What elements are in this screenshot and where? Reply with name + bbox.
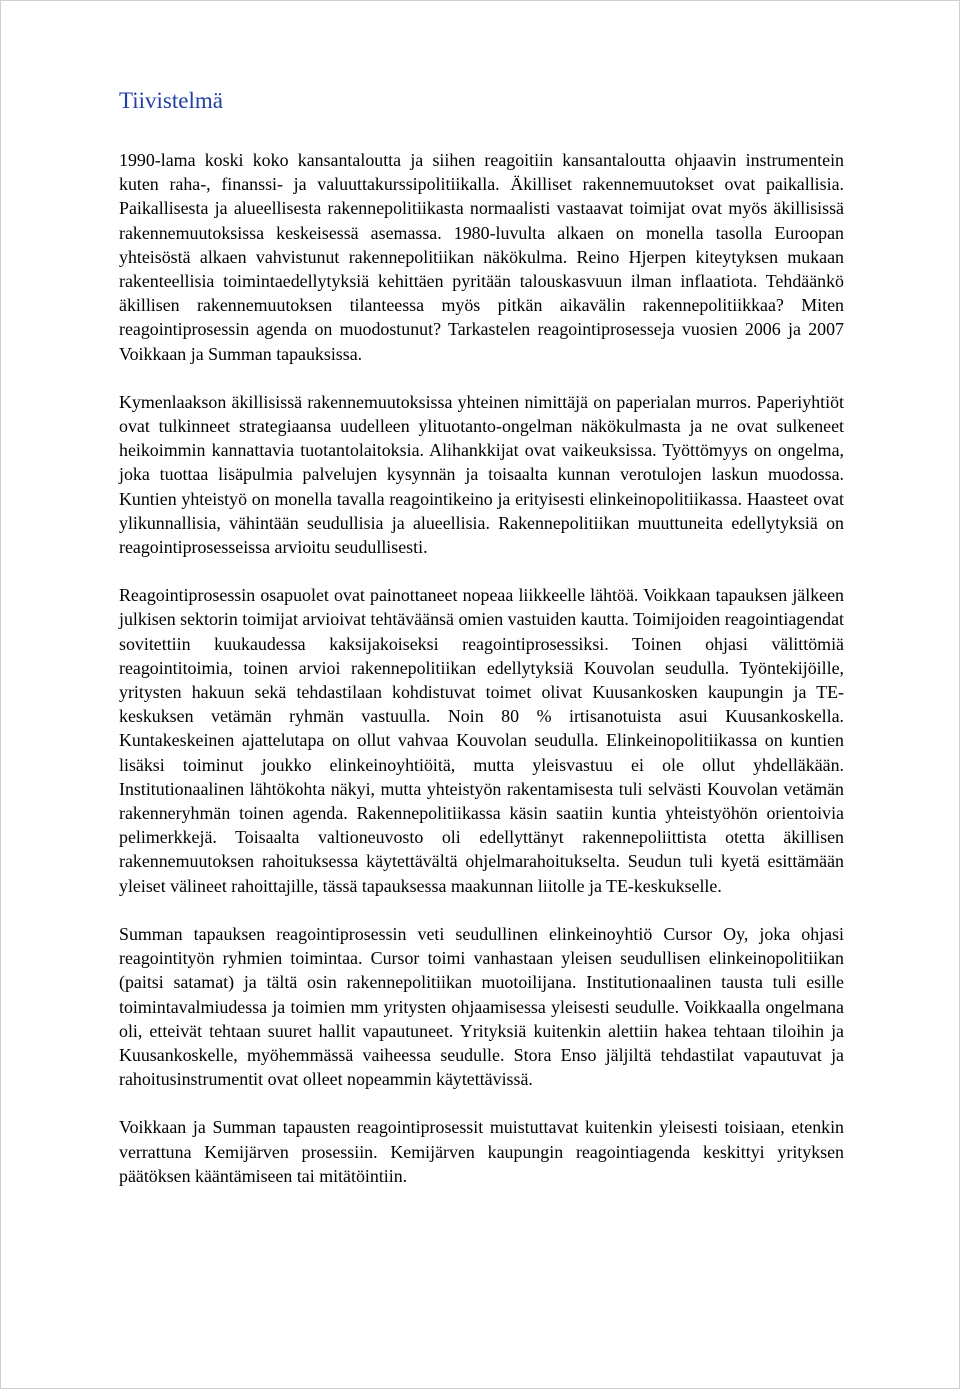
page-title: Tiivistelmä bbox=[119, 88, 223, 113]
paragraph-5: Voikkaan ja Summan tapausten reagointiprosessit muistuttavat kuitenkin yleisesti toisiaan, etenkin verrattuna Kemijärven prosessiin. Kemijärven kaupungin reagointiagenda keskittyi yrityksen päätöksen kääntämiseen tai mitätöintiin. bbox=[119, 1117, 844, 1186]
paragraph-1: 1990-lama koski koko kansantaloutta ja siihen reagoitiin kansantaloutta ohjaavin instrumentein kuten raha-, finanssi- ja valuuttakurssipolitiikalla. Äkilliset rakennemuutokset ovat paikallisia. Paikallisesta ja alueellisesta rakennepolitiikasta normaalisti vastaavat toimijat ovat myös äkillisissä rakennemuutoksissa keskeisessä asemassa. 1980-luvulta alkaen on monella tasolla Euroopan yhteisöstä alkaen vahvistunut rakennepolitiikan näkökulma. Reino Hjerpen kiteytyksen mukaan rakenteellisia toimintaedellytyksiä kehittäen pyritään talouskasvuun ilman inflaatiota. Tehdäänkö äkillisen rakennemuutoksen tilanteessa myös pitkän aikavälin rakennepolitiikkaa? Miten reagointiprosessin agenda on muodostunut? Tarkastelen reagointiprosesseja vuosien 2006 ja 2007 Voikkaan ja Summan tapauksissa. bbox=[119, 150, 844, 364]
paragraph-2: Kymenlaakson äkillisissä rakennemuutoksissa yhteinen nimittäjä on paperialan murros. Paperiyhtiöt ovat tulkinneet strategiaansa uudelleen ylituotanto-ongelman näkökulmasta ja ne ovat sulkeneet heikoimmin kannattavia tuotantolaitoksia. Alihankkijat ovat vaikeuksissa. Työttömyys on ongelma, joka tuottaa lisäpulmia palvelujen kysynnän ja toisaalta kunnan verotulojen laskun muodossa. Kuntien yhteistyö on monella tavalla reagointikeino ja erityisesti elinkeinopolitiikassa. Haasteet ovat ylikunnallisia, vähintään seudullisia ja alueellisia. Rakennepolitiikan muuttuneita edellytyksiä on reagointiprosesseissa arvioitu seudullisesti. bbox=[119, 391, 844, 558]
paragraph-4: Summan tapauksen reagointiprosessin veti seudullinen elinkeinoyhtiö Cursor Oy, joka ohjasi reagointityön ryhmien toimintaa. Cursor toimi vanhastaan yleisen seudullisen elinkeinopolitiikan (paitsi satamat) ja tältä osin rakennepolitiikan muotoilijana. Institutionaalinen tausta tuli esille toimintavalmiudessa ja toimien mm yritysten ohjaamisessa yleisesti seudulle. Voikkaalla ongelmana oli, etteivät tehtaan suuret hallit vapautuneet. Yrityksiä kuitenkin alettiin hakea tehtaan tiloihin ja Kuusankoskelle, myöhemmässä vaiheessa seudulle. Stora Enso jäljiltä tehdastilat vapautuvat ja rahoitusinstrumentit ovat olleet nopeammin käytettävissä. bbox=[119, 923, 844, 1090]
document-content bbox=[119, 87, 844, 1212]
paragraph-3: Reagointiprosessin osapuolet ovat painottaneet nopeaa liikkeelle lähtöä. Voikkaan tapauksen jälkeen julkisen sektorin toimijat arvioivat tehtäväänsä omien vastuiden kautta. Toimijoiden reagointiagendat sovitettiin kuukaudessa kaksijakoiseksi reagointiprosessiksi. Toinen ohjasi välittömiä reagointitoimia, toinen arvioi rakennepolitiikan edellytyksiä Kouvolan seudulla. Työntekijöille, yritysten hakuun sekä tehdastilaan kohdistuvat toimet olivat Kuusankosken kaupungin ja TE-keskuksen vetämän ryhmän vastuulla. Noin 80 % irtisanotuista asui Kuusankoskella. Kuntakeskeinen ajattelutapa on ollut vahvaa Kouvolan seudulla. Elinkeinopolitiikassa on kuntien lisäksi toiminut joukko elinkeinoyhtiöitä, mutta yleisvastuu ei ole ollut yhdelläkään. Institutionaalinen lähtökohta näkyi, mutta yhteistyön rakentamisesta tuli selvästi Kouvolan vetämän rakenneryhmän toinen agenda. Rakennepolitiikassa käsin saatiin kuntia yhteistyöhön orientoivia pelimerkkejä. Toisaalta valtioneuvosto oli edellyttänyt rakennepoliittista otetta äkillisen rakennemuutoksen rahoituksessa käytettävältä ohjelmarahoitukselta. Seudun tuli kyetä esittämään yleiset välineet rahoittajille, tässä tapauksessa maakunnan liitolle ja TE-keskukselle. bbox=[119, 585, 844, 896]
